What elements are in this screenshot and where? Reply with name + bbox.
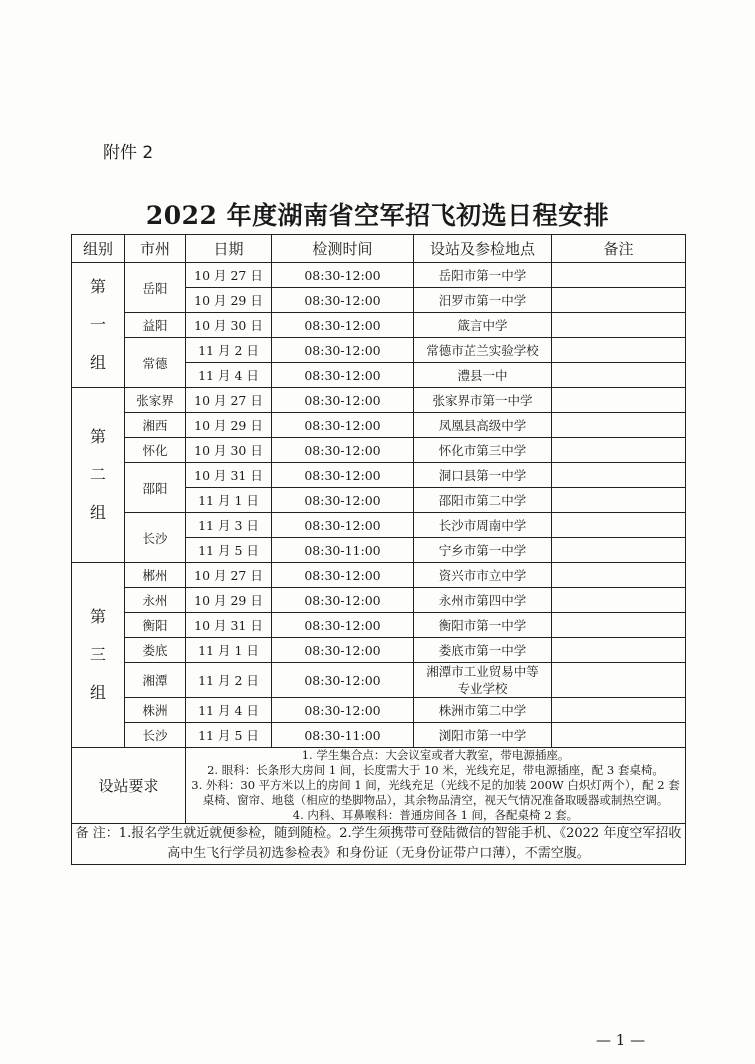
date-cell: 10 月 27 日 xyxy=(186,388,272,413)
header-group: 组别 xyxy=(72,235,125,263)
date-cell: 11 月 5 日 xyxy=(186,723,272,748)
date-cell: 10 月 27 日 xyxy=(186,263,272,288)
time-cell: 08:30-12:00 xyxy=(272,638,414,663)
requirement-item: 2. 眼科：长条形大房间 1 间，长度需大于 10 米，光线充足，带电源插座，配 3 套桌椅。 xyxy=(207,763,664,777)
page-number: — 1 — xyxy=(596,1031,646,1049)
table-row xyxy=(72,313,686,338)
table-row xyxy=(72,463,686,488)
requirement-item: 3. 外科：30 平方米以上的房间 1 间，光线充足（光线不足的加装 200W 白炽灯两个），配 2 套桌椅、窗帘、地毯（相应的垫脚物品），其余物品清空，视天气情况准备取暖器或制热空调。 xyxy=(191,778,680,807)
station-cell: 株洲市第二中学 xyxy=(414,698,552,723)
city-cell: 永州 xyxy=(125,588,186,613)
city-cell: 郴州 xyxy=(125,563,186,588)
station-cell: 浏阳市第一中学 xyxy=(414,723,552,748)
time-cell: 08:30-12:00 xyxy=(272,438,414,463)
date-cell: 10 月 27 日 xyxy=(186,563,272,588)
table-row xyxy=(72,513,686,538)
table-row xyxy=(72,263,686,288)
date-cell: 11 月 2 日 xyxy=(186,338,272,363)
remark-cell xyxy=(552,263,686,288)
date-cell: 11 月 1 日 xyxy=(186,488,272,513)
station-cell: 邵阳市第二中学 xyxy=(414,488,552,513)
table-row xyxy=(72,613,686,638)
time-cell: 08:30-12:00 xyxy=(272,263,414,288)
requirements-text xyxy=(186,748,686,824)
date-cell: 10 月 29 日 xyxy=(186,413,272,438)
time-cell: 08:30-12:00 xyxy=(272,513,414,538)
time-cell: 08:30-12:00 xyxy=(272,288,414,313)
date-cell: 11 月 4 日 xyxy=(186,698,272,723)
city-cell: 衡阳 xyxy=(125,613,186,638)
station-cell: 长沙市周南中学 xyxy=(414,513,552,538)
header-date: 日期 xyxy=(186,235,272,263)
requirements-row xyxy=(72,748,686,824)
city-cell: 怀化 xyxy=(125,438,186,463)
requirements-label: 设站要求 xyxy=(72,748,186,824)
note-row xyxy=(72,824,686,865)
time-cell: 08:30-12:00 xyxy=(272,338,414,363)
remark-cell xyxy=(552,438,686,463)
station-cell: 凤凰县高级中学 xyxy=(414,413,552,438)
schedule-table xyxy=(71,234,686,865)
remark-cell xyxy=(552,588,686,613)
station-cell: 张家界市第一中学 xyxy=(414,388,552,413)
remark-cell xyxy=(552,563,686,588)
remark-cell xyxy=(552,388,686,413)
station-cell: 宁乡市第一中学 xyxy=(414,538,552,563)
attachment-label: 附件 2 xyxy=(103,143,154,163)
city-cell: 长沙 xyxy=(125,723,186,748)
date-cell: 10 月 30 日 xyxy=(186,438,272,463)
table-row xyxy=(72,588,686,613)
date-cell: 11 月 2 日 xyxy=(186,663,272,698)
remark-cell xyxy=(552,463,686,488)
date-cell: 10 月 29 日 xyxy=(186,588,272,613)
time-cell: 08:30-12:00 xyxy=(272,463,414,488)
station-cell: 岳阳市第一中学 xyxy=(414,263,552,288)
table-row xyxy=(72,638,686,663)
date-cell: 10 月 31 日 xyxy=(186,613,272,638)
station-cell: 娄底市第一中学 xyxy=(414,638,552,663)
city-cell: 益阳 xyxy=(125,313,186,338)
table-row xyxy=(72,438,686,463)
time-cell: 08:30-12:00 xyxy=(272,663,414,698)
city-cell: 株洲 xyxy=(125,698,186,723)
time-cell: 08:30-12:00 xyxy=(272,563,414,588)
time-cell: 08:30-11:00 xyxy=(272,538,414,563)
remark-cell xyxy=(552,513,686,538)
table-row xyxy=(72,413,686,438)
group-cell: 第 一 组 xyxy=(72,263,125,388)
time-cell: 08:30-12:00 xyxy=(272,313,414,338)
station-cell: 资兴市市立中学 xyxy=(414,563,552,588)
remark-cell xyxy=(552,613,686,638)
station-cell: 洞口县第一中学 xyxy=(414,463,552,488)
time-cell: 08:30-11:00 xyxy=(272,723,414,748)
station-cell: 怀化市第三中学 xyxy=(414,438,552,463)
remark-cell xyxy=(552,723,686,748)
date-cell: 11 月 1 日 xyxy=(186,638,272,663)
time-cell: 08:30-12:00 xyxy=(272,363,414,388)
date-cell: 10 月 31 日 xyxy=(186,463,272,488)
station-cell: 永州市第四中学 xyxy=(414,588,552,613)
table-row xyxy=(72,338,686,363)
note-text: 备 注：1.报名学生就近就便参检，随到随检。2.学生须携带可登陆微信的智能手机、《2022 年度空军招收高中生飞行学员初选参检表》和身份证（无身份证带户口薄），不需空腹。 xyxy=(72,824,686,865)
station-cell: 箴言中学 xyxy=(414,313,552,338)
remark-cell xyxy=(552,363,686,388)
requirement-item: 4. 内科、耳鼻喉科：普通房间各 1 间，各配桌椅 2 套。 xyxy=(292,808,579,822)
remark-cell xyxy=(552,288,686,313)
station-cell: 澧县一中 xyxy=(414,363,552,388)
station-cell: 湘潭市工业贸易中等 专业学校 xyxy=(414,663,552,698)
table-row xyxy=(72,388,686,413)
station-cell: 常德市芷兰实验学校 xyxy=(414,338,552,363)
city-cell: 岳阳 xyxy=(125,263,186,313)
remark-cell xyxy=(552,313,686,338)
city-cell: 邵阳 xyxy=(125,463,186,513)
remark-cell xyxy=(552,338,686,363)
remark-cell xyxy=(552,538,686,563)
time-cell: 08:30-12:00 xyxy=(272,413,414,438)
date-cell: 10 月 29 日 xyxy=(186,288,272,313)
date-cell: 11 月 4 日 xyxy=(186,363,272,388)
header-time: 检测时间 xyxy=(272,235,414,263)
time-cell: 08:30-12:00 xyxy=(272,613,414,638)
time-cell: 08:30-12:00 xyxy=(272,488,414,513)
remark-cell xyxy=(552,488,686,513)
city-cell: 张家界 xyxy=(125,388,186,413)
requirement-item: 1. 学生集合点：大会议室或者大教室，带电源插座。 xyxy=(301,748,570,762)
group-cell: 第 二 组 xyxy=(72,388,125,563)
date-cell: 11 月 5 日 xyxy=(186,538,272,563)
page-title: 2022 年度湖南省空军招飞初选日程安排 xyxy=(145,201,610,230)
table-row xyxy=(72,663,686,698)
time-cell: 08:30-12:00 xyxy=(272,698,414,723)
group-cell: 第 三 组 xyxy=(72,563,125,748)
date-cell: 10 月 30 日 xyxy=(186,313,272,338)
remark-cell xyxy=(552,698,686,723)
header-city: 市州 xyxy=(125,235,186,263)
remark-cell xyxy=(552,663,686,698)
remark-cell xyxy=(552,413,686,438)
table-row xyxy=(72,698,686,723)
table-row xyxy=(72,563,686,588)
header-remark: 备注 xyxy=(552,235,686,263)
city-cell: 常德 xyxy=(125,338,186,388)
city-cell: 娄底 xyxy=(125,638,186,663)
city-cell: 长沙 xyxy=(125,513,186,563)
table-header-row xyxy=(72,235,686,263)
city-cell: 湘西 xyxy=(125,413,186,438)
remark-cell xyxy=(552,638,686,663)
city-cell: 湘潭 xyxy=(125,663,186,698)
time-cell: 08:30-12:00 xyxy=(272,388,414,413)
time-cell: 08:30-12:00 xyxy=(272,588,414,613)
header-station: 设站及参检地点 xyxy=(414,235,552,263)
table-row xyxy=(72,723,686,748)
date-cell: 11 月 3 日 xyxy=(186,513,272,538)
station-cell: 衡阳市第一中学 xyxy=(414,613,552,638)
station-cell: 汨罗市第一中学 xyxy=(414,288,552,313)
